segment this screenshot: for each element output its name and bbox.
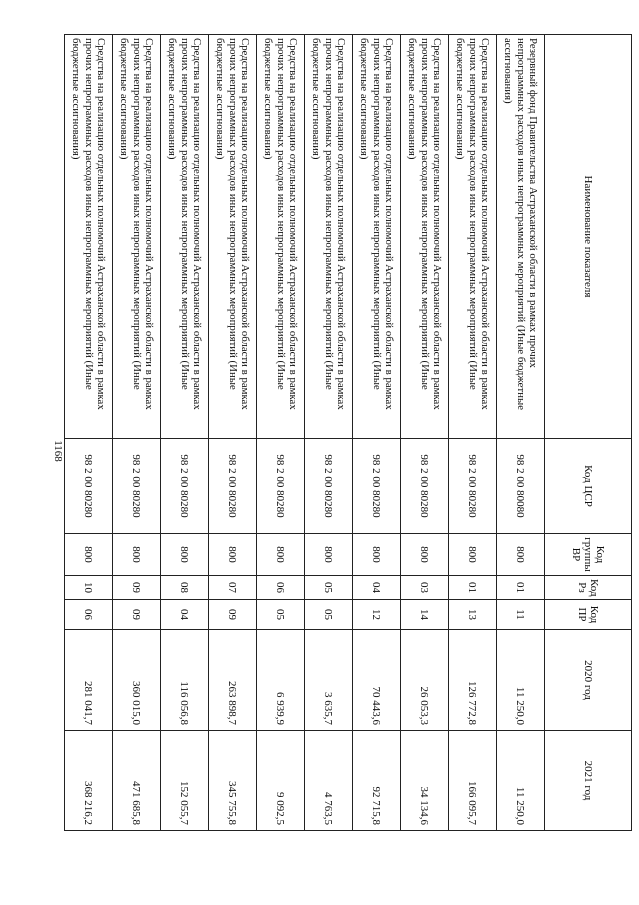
header-pr: Код ПР — [545, 600, 632, 630]
cell-rz: 08 — [161, 576, 209, 600]
cell-pr: 04 — [161, 600, 209, 630]
table-row — [209, 35, 257, 831]
cell-2020: 70 443,6 — [353, 630, 401, 731]
cell-2020: 281 041,7 — [65, 630, 113, 731]
cell-2020: 263 898,7 — [209, 630, 257, 731]
cell-csr: 98 2 00 80280 — [209, 439, 257, 534]
cell-name: Средства на реализацию отдельных полномочий Астраханской области в рамках прочих непрограммных расходов иных непрограммных мероприятий (Иные бюджетные ассигнования) — [353, 35, 401, 439]
table-row — [449, 35, 497, 831]
cell-rz: 05 — [305, 576, 353, 600]
table-row — [65, 35, 113, 831]
cell-csr: 98 2 00 80280 — [257, 439, 305, 534]
header-csr: Код ЦСР — [545, 439, 632, 534]
rotated-table-wrapper — [70, 34, 632, 830]
table-header-row — [545, 35, 632, 831]
cell-name: Средства на реализацию отдельных полномочий Астраханской области в рамках прочих непрограммных расходов иных непрограммных мероприятий (Иные бюджетные ассигнования) — [257, 35, 305, 439]
cell-pr: 09 — [209, 600, 257, 630]
cell-2021: 92 715,8 — [353, 731, 401, 831]
cell-pr: 12 — [353, 600, 401, 630]
cell-pr: 13 — [449, 600, 497, 630]
cell-2020: 6 939,9 — [257, 630, 305, 731]
cell-rz: 07 — [209, 576, 257, 600]
cell-name: Средства на реализацию отдельных полномочий Астраханской области в рамках прочих непрограммных расходов иных непрограммных мероприятий (Иные бюджетные ассигнования) — [305, 35, 353, 439]
cell-rz: 04 — [353, 576, 401, 600]
cell-csr: 98 2 00 80280 — [305, 439, 353, 534]
cell-name: Средства на реализацию отдельных полномочий Астраханской области в рамках прочих непрограммных расходов иных непрограммных мероприятий (Иные бюджетные ассигнования) — [449, 35, 497, 439]
header-rz: Код Рз — [545, 576, 632, 600]
cell-pr: 14 — [401, 600, 449, 630]
cell-vr: 800 — [449, 534, 497, 576]
cell-csr: 98 2 00 80280 — [401, 439, 449, 534]
cell-2021: 9 092,5 — [257, 731, 305, 831]
cell-pr: 09 — [113, 600, 161, 630]
header-2020: 2020 год — [545, 630, 632, 731]
cell-name: Резервный фонд Правительства Астраханской области в рамках прочих непрограммных расходов иных непрограммных мероприятий (Иные бюджетные ассигнования) — [497, 35, 545, 439]
table-row — [401, 35, 449, 831]
cell-pr: 06 — [65, 600, 113, 630]
cell-csr: 98 2 00 80280 — [353, 439, 401, 534]
cell-2021: 471 685,8 — [113, 731, 161, 831]
cell-2020: 26 053,3 — [401, 630, 449, 731]
cell-rz: 01 — [497, 576, 545, 600]
cell-vr: 800 — [401, 534, 449, 576]
cell-2021: 166 095,7 — [449, 731, 497, 831]
cell-2021: 11 250,0 — [497, 731, 545, 831]
cell-rz: 06 — [257, 576, 305, 600]
cell-vr: 800 — [353, 534, 401, 576]
cell-vr: 800 — [305, 534, 353, 576]
cell-2020: 360 015,0 — [113, 630, 161, 731]
table-row — [305, 35, 353, 831]
cell-2021: 152 055,7 — [161, 731, 209, 831]
table-row — [161, 35, 209, 831]
table-row — [353, 35, 401, 831]
cell-rz: 03 — [401, 576, 449, 600]
cell-vr: 800 — [209, 534, 257, 576]
cell-name: Средства на реализацию отдельных полномочий Астраханской области в рамках прочих непрограммных расходов иных непрограммных мероприятий (Иные бюджетные ассигнования) — [209, 35, 257, 439]
cell-rz: 09 — [113, 576, 161, 600]
cell-2020: 126 772,8 — [449, 630, 497, 731]
cell-2020: 11 250,0 — [497, 630, 545, 731]
table-row — [497, 35, 545, 831]
cell-2020: 116 056,8 — [161, 630, 209, 731]
cell-vr: 800 — [113, 534, 161, 576]
budget-table — [64, 34, 632, 831]
cell-pr: 11 — [497, 600, 545, 630]
cell-name: Средства на реализацию отдельных полномочий Астраханской области в рамках прочих непрограммных расходов иных непрограммных мероприятий (Иные бюджетные ассигнования) — [401, 35, 449, 439]
cell-vr: 800 — [65, 534, 113, 576]
cell-name: Средства на реализацию отдельных полномочий Астраханской области в рамках прочих непрограммных расходов иных непрограммных мероприятий (Иные бюджетные ассигнования) — [65, 35, 113, 439]
cell-name: Средства на реализацию отдельных полномочий Астраханской области в рамках прочих непрограммных расходов иных непрограммных мероприятий (Иные бюджетные ассигнования) — [113, 35, 161, 439]
cell-2021: 4 763,5 — [305, 731, 353, 831]
cell-vr: 800 — [161, 534, 209, 576]
cell-pr: 05 — [257, 600, 305, 630]
cell-2021: 345 755,8 — [209, 731, 257, 831]
document-sheet — [70, 34, 632, 830]
cell-rz: 01 — [449, 576, 497, 600]
cell-rz: 10 — [65, 576, 113, 600]
cell-csr: 98 2 00 80280 — [113, 439, 161, 534]
cell-vr: 800 — [257, 534, 305, 576]
cell-2021: 34 134,6 — [401, 731, 449, 831]
cell-2020: 3 635,7 — [305, 630, 353, 731]
cell-vr: 800 — [497, 534, 545, 576]
cell-csr: 98 2 00 80280 — [161, 439, 209, 534]
cell-csr: 98 2 00 80280 — [449, 439, 497, 534]
table-row — [257, 35, 305, 831]
cell-pr: 05 — [305, 600, 353, 630]
header-name: Наименование показателя — [545, 35, 632, 439]
header-2021: 2021 год — [545, 731, 632, 831]
header-vr: Код группы ВР — [545, 534, 632, 576]
cell-csr: 98 2 00 80280 — [65, 439, 113, 534]
cell-name: Средства на реализацию отдельных полномочий Астраханской области в рамках прочих непрограммных расходов иных непрограммных мероприятий (Иные бюджетные ассигнования) — [161, 35, 209, 439]
cell-csr: 98 2 00 80080 — [497, 439, 545, 534]
page-number: 1168 — [52, 440, 64, 462]
table-row — [113, 35, 161, 831]
cell-2021: 368 216,2 — [65, 731, 113, 831]
